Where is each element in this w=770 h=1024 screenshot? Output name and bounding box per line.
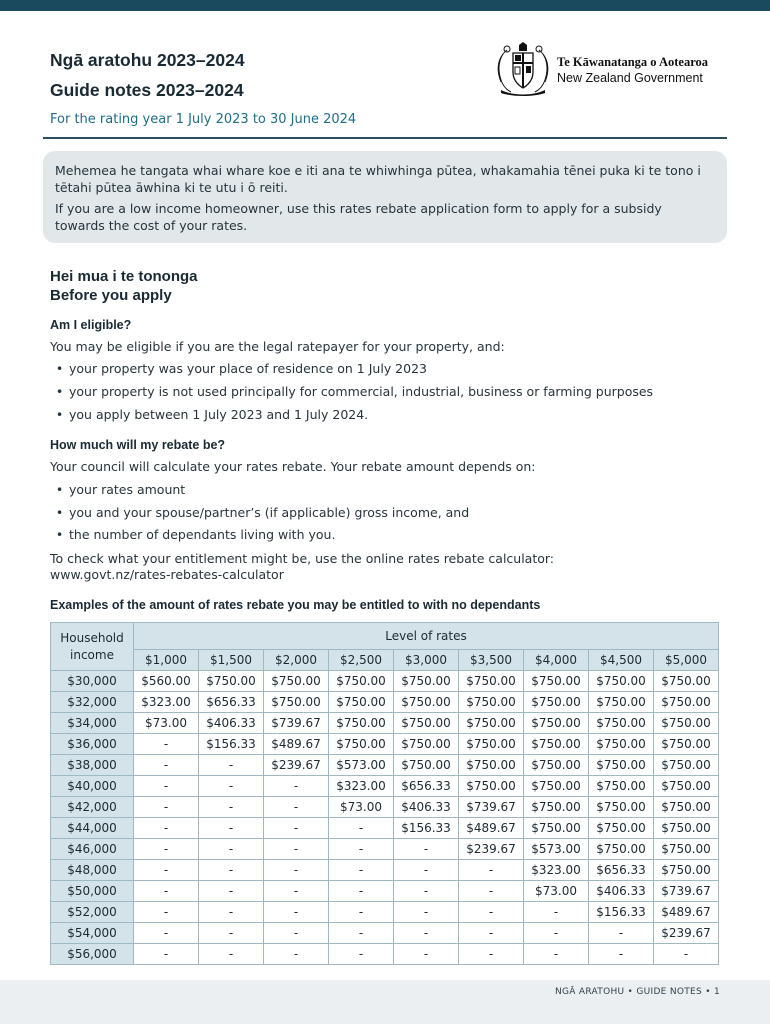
rebate-value-cell: $750.00 [394, 734, 459, 755]
header-divider [43, 137, 727, 139]
table-row [51, 944, 719, 965]
rebate-value-cell: $573.00 [329, 755, 394, 776]
rebate-value-cell: - [134, 923, 199, 944]
bullet-icon: • [55, 407, 64, 422]
rebate-value-cell: $73.00 [134, 713, 199, 734]
rebate-value-cell: $750.00 [329, 713, 394, 734]
rebate-value-cell: $489.67 [459, 818, 524, 839]
rates-column-header: $2,500 [329, 650, 394, 671]
rebate-value-cell: - [329, 860, 394, 881]
rebate-value-cell: $750.00 [589, 713, 654, 734]
rebate-value-cell: $656.33 [589, 860, 654, 881]
rebate-value-cell: - [459, 881, 524, 902]
rebate-value-cell: $750.00 [589, 839, 654, 860]
notice-english: If you are a low income homeowner, use this rates rebate application form to apply for a subsidy towards the cost of your rates. [55, 201, 662, 233]
rebate-value-cell: $156.33 [199, 734, 264, 755]
rebate-value-cell: $323.00 [329, 776, 394, 797]
rebate-value-cell: $750.00 [524, 713, 589, 734]
rebate-value-cell: $323.00 [134, 692, 199, 713]
rebate-value-cell: $750.00 [654, 797, 719, 818]
rebate-value-cell: $156.33 [394, 818, 459, 839]
rebate-value-cell: $656.33 [199, 692, 264, 713]
household-income-cell: $48,000 [51, 860, 134, 881]
household-income-cell: $30,000 [51, 671, 134, 692]
table-header-row [51, 623, 719, 650]
rebate-value-cell: - [264, 776, 329, 797]
rebate-value-cell: $750.00 [394, 713, 459, 734]
rebate-value-cell: $739.67 [264, 713, 329, 734]
household-income-cell: $40,000 [51, 776, 134, 797]
rates-column-header: $4,500 [589, 650, 654, 671]
rebate-item: • the number of dependants living with you. [50, 527, 335, 542]
rebate-value-cell: - [264, 860, 329, 881]
rebate-value-cell: - [199, 944, 264, 965]
household-income-cell: $44,000 [51, 818, 134, 839]
rebate-value-cell: - [264, 839, 329, 860]
rates-column-header: $1,000 [134, 650, 199, 671]
rebate-value-cell: $750.00 [654, 713, 719, 734]
rebate-value-cell: $750.00 [524, 797, 589, 818]
notice-maori: Mehemea he tangata whai whare koe e iti ana te whiwhinga pūtea, whakamahia tēnei puka ki te tono i tētahi pūtea āwhina ki te utu i ō reiti. [55, 163, 701, 195]
rebate-value-cell: - [199, 902, 264, 923]
section-heading-maori: Hei mua i te tononga [50, 268, 198, 285]
rebate-value-cell: $406.33 [199, 713, 264, 734]
eligible-item: • you apply between 1 July 2023 and 1 July 2024. [50, 407, 368, 422]
rebate-value-cell: - [459, 860, 524, 881]
rebate-value-cell: - [134, 860, 199, 881]
rebate-value-cell: - [264, 923, 329, 944]
household-income-cell: $34,000 [51, 713, 134, 734]
rebate-value-cell: - [199, 818, 264, 839]
rebate-value-cell: $750.00 [524, 755, 589, 776]
bullet-icon: • [55, 527, 64, 542]
section-heading [50, 267, 198, 305]
rebate-value-cell: - [524, 902, 589, 923]
rebate-value-cell: - [199, 839, 264, 860]
rebate-value-cell: - [589, 923, 654, 944]
level-of-rates-header: Level of rates [134, 623, 719, 650]
bullet-icon: • [55, 482, 64, 497]
rebate-value-cell: - [264, 902, 329, 923]
rebate-value-cell: - [199, 881, 264, 902]
rebate-value-cell: $750.00 [524, 734, 589, 755]
rebate-value-cell: - [134, 902, 199, 923]
rebate-intro: Your council will calculate your rates rebate. Your rebate amount depends on: [50, 459, 536, 474]
table-row [51, 734, 719, 755]
rebate-value-cell: $750.00 [589, 797, 654, 818]
household-income-cell: $38,000 [51, 755, 134, 776]
rebate-value-cell: $750.00 [329, 734, 394, 755]
rebate-value-cell: $750.00 [654, 671, 719, 692]
calculator-text: To check what your entitlement might be, use the online rates rebate calculator: [50, 551, 555, 566]
rebate-value-cell: - [394, 923, 459, 944]
rebate-value-cell: $750.00 [589, 755, 654, 776]
rebate-value-cell: $239.67 [264, 755, 329, 776]
table-row [51, 713, 719, 734]
rebate-value-cell: $750.00 [589, 776, 654, 797]
rebate-value-cell: - [134, 776, 199, 797]
rebate-value-cell: - [394, 902, 459, 923]
rebate-value-cell: - [134, 839, 199, 860]
table-row [51, 797, 719, 818]
rebate-value-cell: $750.00 [589, 818, 654, 839]
rates-column-header: $3,000 [394, 650, 459, 671]
rates-column-header: $2,000 [264, 650, 329, 671]
rebate-value-cell: - [459, 902, 524, 923]
rebate-value-cell: $750.00 [264, 671, 329, 692]
rebate-value-cell: $73.00 [329, 797, 394, 818]
household-income-cell: $42,000 [51, 797, 134, 818]
rebate-value-cell: - [524, 944, 589, 965]
rebate-value-cell: $573.00 [524, 839, 589, 860]
rebate-value-cell: $750.00 [329, 692, 394, 713]
eligible-heading: Am I eligible? [50, 318, 132, 332]
rates-column-header: $3,500 [459, 650, 524, 671]
rebate-value-cell: $750.00 [524, 776, 589, 797]
rebate-value-cell: - [394, 944, 459, 965]
rebate-value-cell: $406.33 [589, 881, 654, 902]
rebate-value-cell: $489.67 [264, 734, 329, 755]
rebate-value-cell: $750.00 [459, 734, 524, 755]
eligible-item: • your property is not used principally for commercial, industrial, business or farming purposes [50, 384, 653, 399]
bullet-icon: • [55, 361, 64, 376]
rebate-value-cell: - [134, 818, 199, 839]
rebate-value-cell: - [394, 881, 459, 902]
rebate-value-cell: - [199, 860, 264, 881]
title-maori: Ngā aratohu 2023–2024 [50, 50, 245, 70]
rebate-value-cell: $750.00 [654, 755, 719, 776]
household-income-cell: $46,000 [51, 839, 134, 860]
rebate-value-cell: $406.33 [394, 797, 459, 818]
title-english: Guide notes 2023–2024 [50, 80, 244, 100]
table-row [51, 671, 719, 692]
rebate-item: • you and your spouse/partner’s (if applicable) gross income, and [50, 505, 469, 520]
rebate-value-cell: $750.00 [524, 692, 589, 713]
rebate-value-cell: - [134, 944, 199, 965]
rebate-value-cell: - [199, 776, 264, 797]
rebate-value-cell: $750.00 [654, 734, 719, 755]
table-row [51, 860, 719, 881]
top-accent-bar [0, 0, 770, 11]
rebate-value-cell: $656.33 [394, 776, 459, 797]
rebate-value-cell: - [264, 881, 329, 902]
rebate-value-cell: - [134, 734, 199, 755]
rebate-value-cell: - [329, 881, 394, 902]
page-title [50, 45, 245, 105]
eligible-intro: You may be eligible if you are the legal ratepayer for your property, and: [50, 339, 505, 354]
rebate-value-cell: $750.00 [654, 776, 719, 797]
rebate-value-cell: $750.00 [394, 692, 459, 713]
rebate-value-cell: $750.00 [524, 671, 589, 692]
rebate-value-cell: - [329, 902, 394, 923]
rebate-value-cell: - [654, 944, 719, 965]
table-row [51, 755, 719, 776]
rebate-value-cell: $750.00 [199, 671, 264, 692]
rebate-value-cell: - [199, 797, 264, 818]
rebate-value-cell: $489.67 [654, 902, 719, 923]
rebate-item: • your rates amount [50, 482, 185, 497]
household-income-cell: $32,000 [51, 692, 134, 713]
calculator-link[interactable]: www.govt.nz/rates-rebates-calculator [50, 567, 284, 582]
nz-coat-of-arms-icon [493, 42, 553, 96]
section-heading-english: Before you apply [50, 287, 172, 304]
rebate-value-cell: $750.00 [524, 818, 589, 839]
table-row [51, 923, 719, 944]
rebate-value-cell: - [524, 923, 589, 944]
rebate-value-cell: $750.00 [589, 692, 654, 713]
rebate-heading: How much will my rebate be? [50, 438, 226, 452]
rates-rebate-table [50, 622, 719, 965]
rebate-value-cell: - [134, 755, 199, 776]
bullet-icon: • [55, 505, 64, 520]
rebate-value-cell: $739.67 [459, 797, 524, 818]
rebate-value-cell: $750.00 [394, 755, 459, 776]
rebate-value-cell: $739.67 [654, 881, 719, 902]
rates-column-header: $4,000 [524, 650, 589, 671]
rebate-value-cell: $750.00 [394, 671, 459, 692]
government-name-maori: Te Kāwanatanga o Aotearoa [557, 55, 709, 69]
rebate-value-cell: - [394, 839, 459, 860]
rebate-value-cell: $750.00 [654, 818, 719, 839]
rebate-value-cell: $73.00 [524, 881, 589, 902]
rebate-value-cell: - [394, 860, 459, 881]
rebate-value-cell: $750.00 [459, 671, 524, 692]
table-title: Examples of the amount of rates rebate you may be entitled to with no dependants [50, 598, 541, 612]
household-income-header: Household income [51, 623, 134, 671]
rebate-value-cell: $750.00 [654, 839, 719, 860]
rebate-value-cell: $323.00 [524, 860, 589, 881]
rebate-value-cell: - [329, 839, 394, 860]
table-row [51, 839, 719, 860]
household-income-cell: $50,000 [51, 881, 134, 902]
rebate-value-cell: - [329, 818, 394, 839]
footer-page-label: NGĀ ARATOHU • GUIDE NOTES • 1 [554, 987, 720, 997]
rebate-value-cell: - [199, 755, 264, 776]
rebate-value-cell: - [329, 944, 394, 965]
table-row [51, 776, 719, 797]
bullet-icon: • [55, 384, 64, 399]
rebate-value-cell: $750.00 [589, 734, 654, 755]
rebate-value-cell: $750.00 [459, 713, 524, 734]
rates-column-header: $1,500 [199, 650, 264, 671]
government-name-english: New Zealand Government [557, 71, 703, 85]
rebate-value-cell: - [329, 923, 394, 944]
table-row [51, 818, 719, 839]
rebate-value-cell: $750.00 [329, 671, 394, 692]
rebate-value-cell: - [264, 797, 329, 818]
rebate-value-cell: - [264, 818, 329, 839]
rebate-value-cell: - [459, 923, 524, 944]
rebate-value-cell: $239.67 [654, 923, 719, 944]
rebate-value-cell: $750.00 [459, 755, 524, 776]
rebate-value-cell: $560.00 [134, 671, 199, 692]
household-income-cell: $52,000 [51, 902, 134, 923]
rebate-value-cell: $750.00 [589, 671, 654, 692]
rebate-value-cell: $750.00 [264, 692, 329, 713]
rebate-value-cell: - [199, 923, 264, 944]
rebate-value-cell: $156.33 [589, 902, 654, 923]
eligible-item: • your property was your place of residence on 1 July 2023 [50, 361, 427, 376]
rebate-value-cell: $750.00 [459, 776, 524, 797]
table-row [51, 881, 719, 902]
rebate-value-cell: - [134, 881, 199, 902]
rebate-value-cell: - [134, 797, 199, 818]
rates-column-header: $5,000 [654, 650, 719, 671]
rebate-value-cell: $750.00 [654, 692, 719, 713]
table-row [51, 692, 719, 713]
household-income-cell: $56,000 [51, 944, 134, 965]
rebate-value-cell: - [459, 944, 524, 965]
notice-box [43, 151, 727, 243]
rebate-value-cell: $750.00 [459, 692, 524, 713]
rates-columns-row [51, 650, 719, 671]
table-row [51, 902, 719, 923]
rating-year-subtitle: For the rating year 1 July 2023 to 30 June 2024 [50, 112, 357, 127]
rebate-value-cell: - [589, 944, 654, 965]
rebate-value-cell: - [264, 944, 329, 965]
rebate-value-cell: $239.67 [459, 839, 524, 860]
household-income-cell: $36,000 [51, 734, 134, 755]
rebate-value-cell: $750.00 [654, 860, 719, 881]
household-income-cell: $54,000 [51, 923, 134, 944]
